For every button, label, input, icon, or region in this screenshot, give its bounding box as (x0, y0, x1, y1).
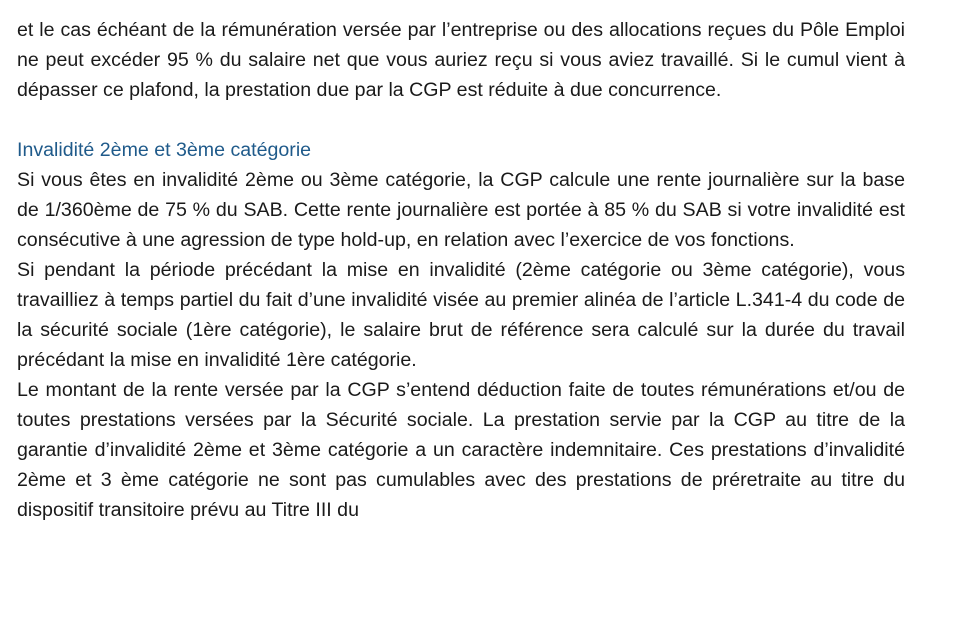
body-paragraph-temps-partiel: Si pendant la période précédant la mise en invalidité (2ème catégorie ou 3ème catégorie), vous travailliez à temps partiel du fait d’une invalidité visée au premier alinéa de l’article L.341-4 du code de la sécurité sociale (1ère catégorie), le salaire brut de référence sera calculé sur la durée du travail précédant la mise en invalidité 1ère catégorie. (17, 259, 905, 371)
body-paragraph-montant: Le montant de la rente versée par la CGP s’entend déduction faite de toutes rémunérations et/ou de toutes prestations versées par la Sécurité sociale. La prestation servie par la CGP au titre de la garantie d’invalidité 2ème et 3ème catégorie a un caractère indemnitaire. Ces prestations d’invalidité 2ème et 3 ème catégorie ne sont pas cumulables avec des prestations de préretraite au titre du dispositif transitoire prévu au Titre III du (17, 379, 905, 521)
paragraph-spacer (17, 105, 905, 135)
section-heading: Invalidité 2ème et 3ème catégorie (17, 139, 312, 161)
document-page (17, 15, 905, 525)
intro-paragraph: et le cas échéant de la rémunération versée par l’entreprise ou des allocations reçues du Pôle Emploi ne peut excéder 95 % du salaire net que vous auriez reçu si vous aviez travaillé. Si le cumul vient à dépasser ce plafond, la prestation due par la CGP est réduite à due concurrence. (17, 19, 905, 101)
body-paragraph-rente: Si vous êtes en invalidité 2ème ou 3ème catégorie, la CGP calcule une rente journalière sur la base de 1/360ème de 75 % du SAB. Cette rente journalière est portée à 85 % du SAB si votre invalidité est consécutive à une agression de type hold-up, en relation avec l’exercice de vos fonctions. (17, 169, 905, 251)
